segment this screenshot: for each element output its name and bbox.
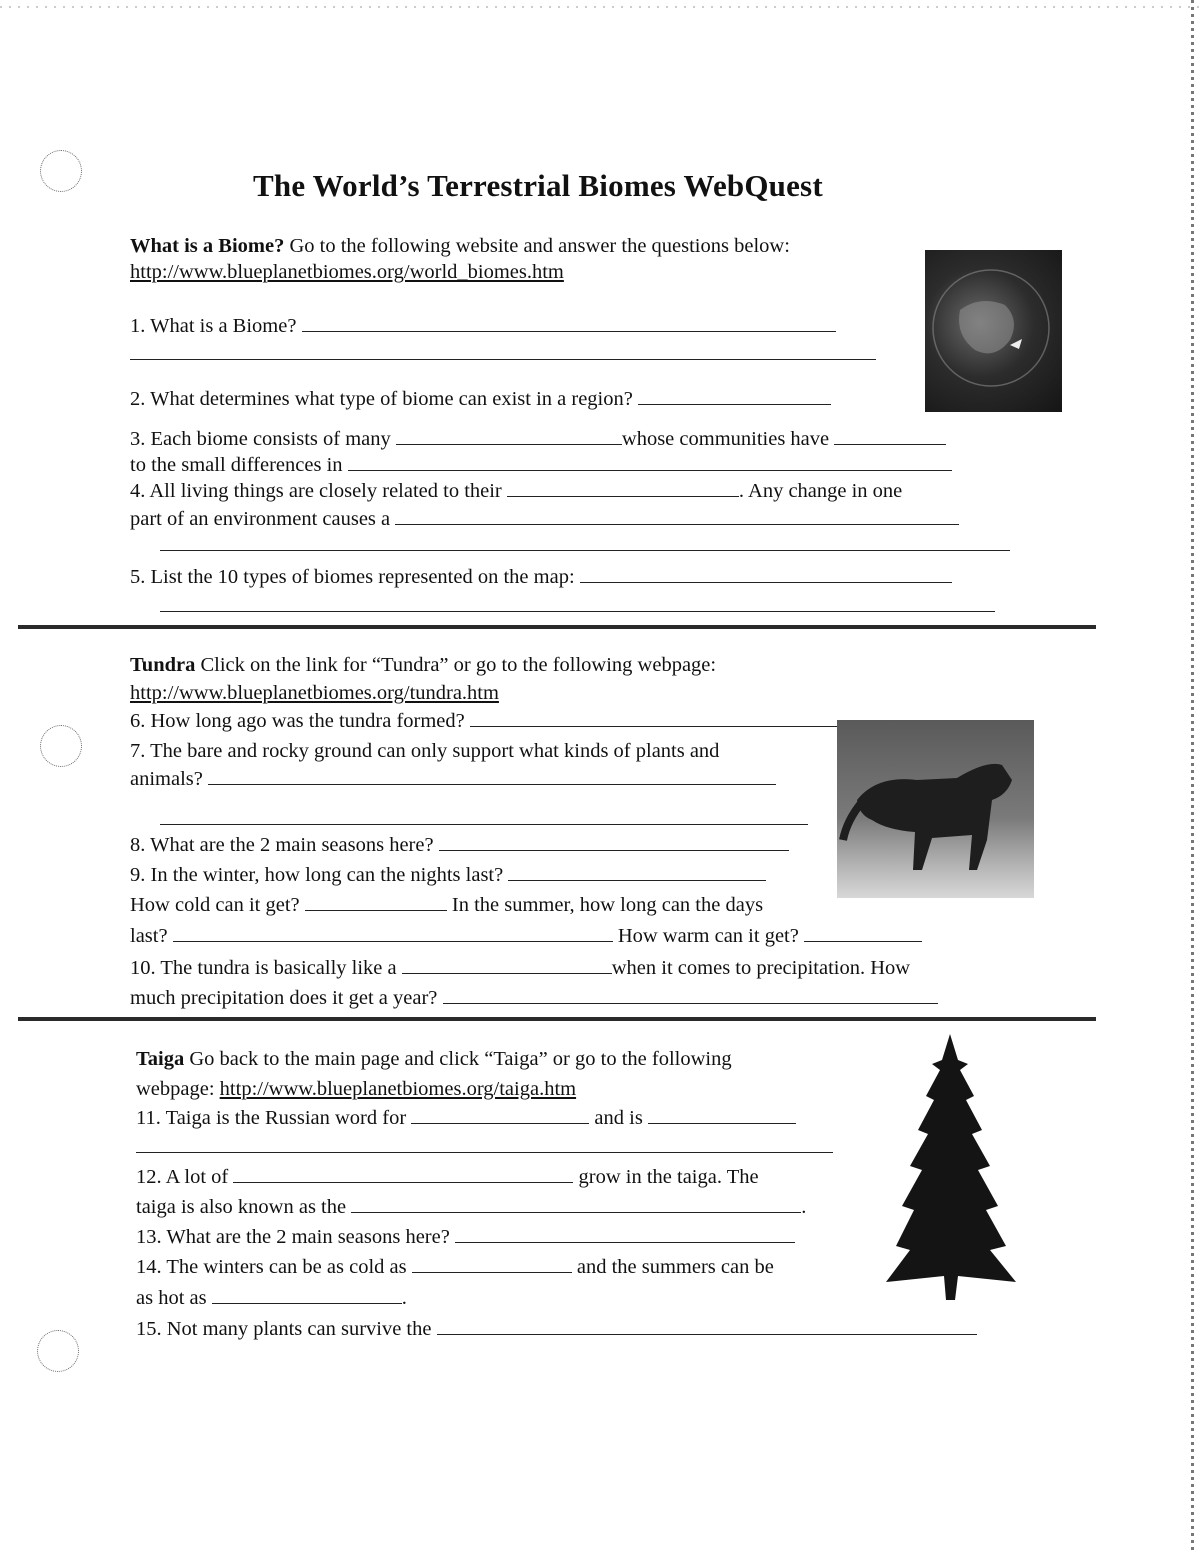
- question-12: [136, 1164, 759, 1190]
- q12-text-b: grow in the taiga. The: [578, 1166, 759, 1188]
- question-13: [136, 1224, 795, 1250]
- answer-line-q5b[interactable]: [160, 611, 995, 612]
- spruce-tree-icon: [878, 1030, 1023, 1305]
- answer-blank-q3b[interactable]: [834, 427, 946, 445]
- question-9-cont2: [130, 923, 922, 949]
- section1-heading: What is a Biome?: [130, 235, 285, 257]
- q2-text: 2. What determines what type of biome can exist in a region?: [130, 388, 633, 410]
- q13-text: 13. What are the 2 main seasons here?: [136, 1226, 450, 1248]
- q9-text-d: last?: [130, 925, 168, 947]
- q9-text-b: How cold can it get?: [130, 894, 300, 916]
- answer-blank-q4a[interactable]: [507, 479, 739, 497]
- taiga-tree-image: [878, 1030, 1023, 1305]
- section3-intro: [136, 1046, 732, 1072]
- question-3-cont: [130, 452, 952, 478]
- q5-text: 5. List the 10 types of biomes represented on the map:: [130, 566, 575, 588]
- q1-text: 1. What is a Biome?: [130, 315, 297, 337]
- answer-blank-q9a[interactable]: [508, 863, 766, 881]
- q10-text-a: 10. The tundra is basically like a: [130, 957, 397, 979]
- world-biomes-link[interactable]: http://www.blueplanetbiomes.org/world_biomes.htm: [130, 261, 564, 283]
- question-10-cont: [130, 985, 938, 1011]
- question-15: [136, 1316, 977, 1342]
- q14-text-d: .: [401, 1287, 407, 1309]
- question-12-cont: [136, 1194, 806, 1220]
- q4-text-b: . Any change in one: [738, 480, 903, 502]
- question-1: [130, 313, 836, 339]
- q14-text-c: as hot as: [136, 1287, 207, 1309]
- answer-blank-q11b[interactable]: [648, 1106, 796, 1124]
- q4-text-c: part of an environment causes a: [130, 508, 391, 530]
- q3-text-b: whose communities have: [621, 428, 830, 450]
- answer-blank-q8[interactable]: [439, 833, 789, 851]
- answer-line-q1b[interactable]: [130, 359, 876, 360]
- answer-blank-q14c[interactable]: [212, 1286, 402, 1304]
- answer-blank-q10a[interactable]: [402, 956, 612, 974]
- question-4: [130, 478, 902, 504]
- q12-text-c: taiga is also known as the: [136, 1196, 347, 1218]
- question-3: [130, 426, 946, 452]
- q3-text-a: 3. Each biome consists of many: [130, 428, 391, 450]
- question-14-cont: [136, 1285, 407, 1311]
- question-9: [130, 862, 766, 888]
- question-7-cont: [130, 766, 776, 792]
- answer-blank-q12a[interactable]: [233, 1165, 573, 1183]
- answer-blank-q11a[interactable]: [411, 1106, 589, 1124]
- punch-hole-bottom: [37, 1330, 79, 1372]
- q10-text-b: when it comes to precipitation. How: [611, 957, 911, 979]
- q15-text: 15. Not many plants can survive the: [136, 1318, 432, 1340]
- question-5: [130, 564, 952, 590]
- question-4-cont: [130, 506, 959, 532]
- section2-intro-text: Click on the link for “Tundra” or go to the following webpage:: [195, 654, 717, 676]
- tundra-link[interactable]: http://www.blueplanetbiomes.org/tundra.htm: [130, 682, 499, 704]
- question-6: [130, 708, 958, 734]
- question-11: [136, 1105, 796, 1131]
- q3-text-c: to the small differences in: [130, 454, 343, 476]
- q12-text-d: .: [801, 1196, 807, 1218]
- section2-intro: [130, 652, 716, 678]
- q8-text: 8. What are the 2 main seasons here?: [130, 834, 434, 856]
- section-divider-2: [18, 1017, 1096, 1021]
- question-10: [130, 955, 910, 981]
- answer-blank-q9e[interactable]: [804, 924, 922, 942]
- earth-image: [925, 250, 1062, 412]
- q11-text-b: and is: [594, 1107, 643, 1129]
- q7-text-b: animals?: [130, 768, 203, 790]
- answer-blank-q9b[interactable]: [305, 893, 447, 911]
- scan-speckle-top: [0, 6, 1200, 8]
- q9-text-e: How warm can it get?: [617, 925, 799, 947]
- question-7: [130, 738, 719, 764]
- q14-text-b: and the summers can be: [576, 1256, 774, 1278]
- q9-text-c: In the summer, how long can the days: [451, 894, 764, 916]
- section1-intro-text: Go to the following website and answer the questions below:: [284, 235, 790, 257]
- q7-text-a: 7. The bare and rocky ground can only support what kinds of plants and: [130, 740, 720, 762]
- answer-blank-q3c[interactable]: [348, 453, 952, 471]
- punch-hole-top: [40, 150, 82, 192]
- question-14: [136, 1254, 774, 1280]
- answer-blank-q12c[interactable]: [351, 1195, 801, 1213]
- taiga-link[interactable]: http://www.blueplanetbiomes.org/taiga.htm: [219, 1078, 577, 1100]
- answer-blank-q4c[interactable]: [395, 507, 959, 525]
- punch-hole-middle: [40, 725, 82, 767]
- q6-text: 6. How long ago was the tundra formed?: [130, 710, 465, 732]
- answer-blank-q5[interactable]: [580, 565, 952, 583]
- q14-text-a: 14. The winters can be as cold as: [136, 1256, 407, 1278]
- q4-text-a: 4. All living things are closely related to their: [130, 480, 502, 502]
- answer-blank-q2[interactable]: [638, 387, 831, 405]
- q12-text-a: 12. A lot of: [136, 1166, 229, 1188]
- section1-link-row: [130, 259, 564, 285]
- section-divider-1: [18, 625, 1096, 629]
- q10-text-c: much precipitation does it get a year?: [130, 987, 438, 1009]
- section3-intro-text: Go back to the main page and click “Taiga” or go to the following: [184, 1048, 732, 1070]
- q9-text-a: 9. In the winter, how long can the nights last?: [130, 864, 504, 886]
- answer-line-q11c[interactable]: [136, 1152, 833, 1153]
- section2-heading: Tundra: [130, 654, 196, 676]
- section3-intro2-text: webpage:: [136, 1078, 220, 1100]
- earth-globe-icon: [925, 250, 1062, 412]
- answer-blank-q15[interactable]: [437, 1317, 977, 1335]
- answer-line-q7b[interactable]: [160, 824, 808, 825]
- section2-link-row: [130, 680, 499, 706]
- answer-line-q4d[interactable]: [160, 550, 1010, 551]
- section1-intro: [130, 233, 790, 259]
- question-9-cont: [130, 892, 763, 918]
- wolf-icon: [837, 720, 1034, 898]
- page-title: The World’s Terrestrial Biomes WebQuest: [253, 168, 823, 203]
- question-2: [130, 386, 831, 412]
- q11-text-a: 11. Taiga is the Russian word for: [136, 1107, 407, 1129]
- scan-edge-right: [1191, 0, 1194, 1553]
- answer-blank-q13[interactable]: [455, 1225, 795, 1243]
- arctic-wolf-image: [837, 720, 1034, 898]
- answer-blank-q10c[interactable]: [443, 986, 938, 1004]
- answer-blank-q9d[interactable]: [173, 924, 613, 942]
- answer-blank-q7[interactable]: [208, 767, 776, 785]
- section3-link-row: [136, 1076, 576, 1102]
- answer-blank-q14a[interactable]: [412, 1255, 572, 1273]
- answer-blank-q3a[interactable]: [396, 427, 622, 445]
- section3-heading: Taiga: [136, 1048, 185, 1070]
- question-8: [130, 832, 789, 858]
- answer-blank-q1[interactable]: [302, 314, 836, 332]
